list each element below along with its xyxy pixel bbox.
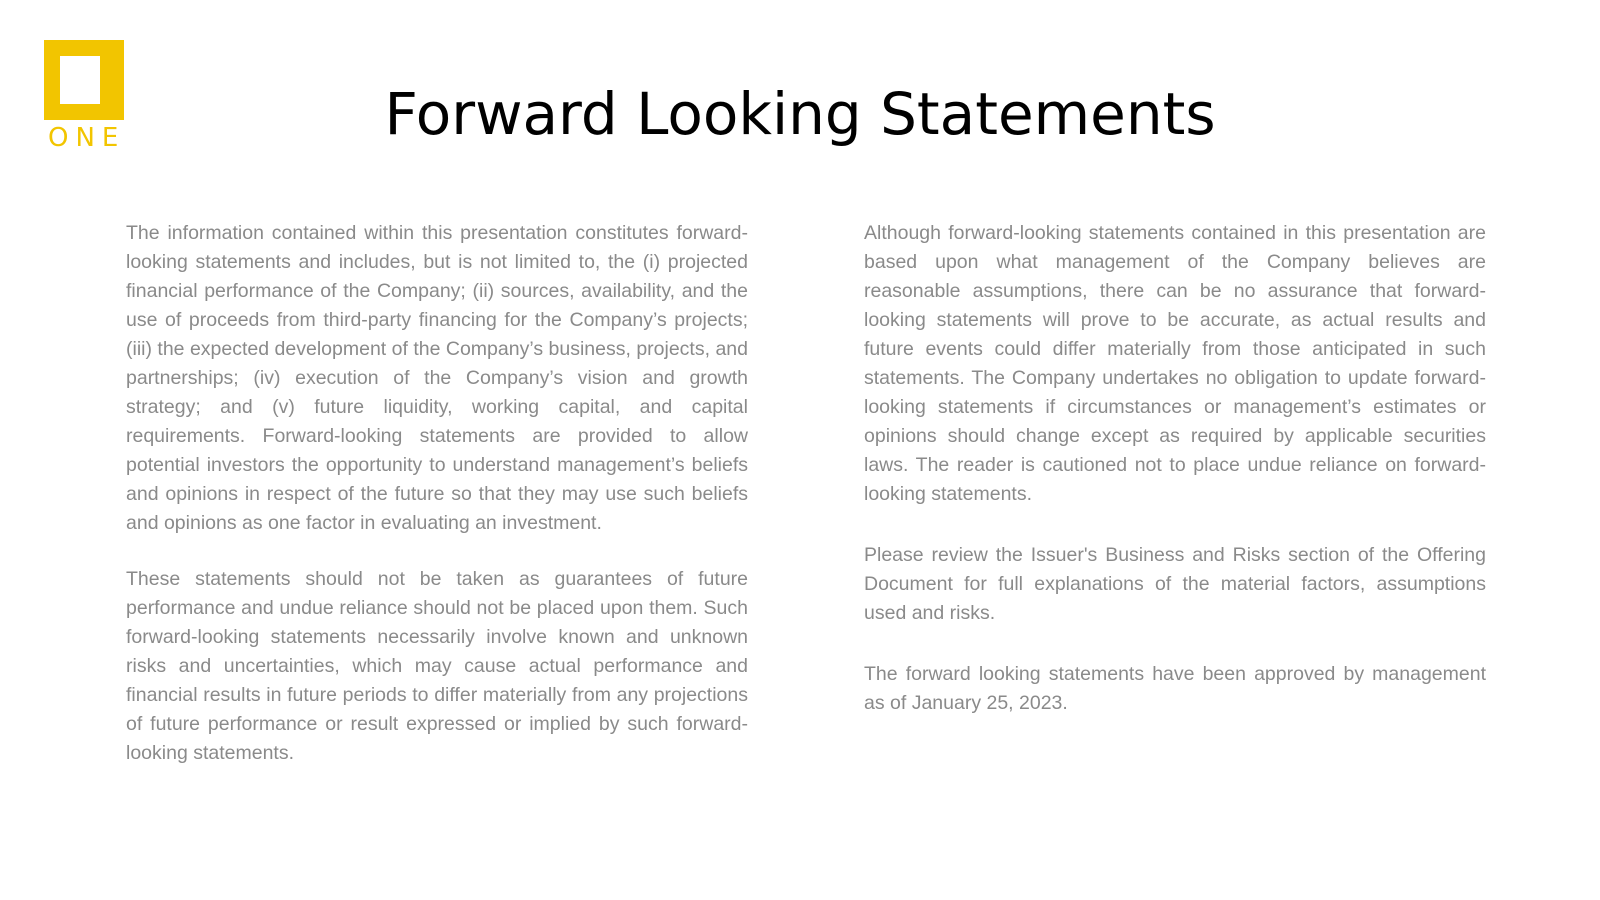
- left-paragraph-1: The information contained within this presentation constitutes forward-looking statements and includes, but is not limited to, the (i) projected financial performance of the Company; (ii) sources, availability, and the use of proceeds from third-party financing for the Company’s projects; (iii) the expected development of the Company’s business, projects, and partnerships; (iv) execution of the Company’s vision and growth strategy; and (v) future liquidity, working capital, and capital requirements. Forward-looking statements are provided to allow potential investors the opportunity to understand management’s beliefs and opinions in respect of the future so that they may use such beliefs and opinions as one factor in evaluating an investment.: [126, 222, 748, 534]
- right-column: [864, 219, 1486, 750]
- logo-text: ONE: [48, 123, 126, 153]
- page-title: Forward Looking Statements: [384, 80, 1216, 148]
- right-paragraph-2: Please review the Issuer's Business and Risks section of the Offering Document for full explanations of the material factors, assumptions used and risks.: [864, 544, 1486, 624]
- right-paragraph-1: Although forward-looking statements contained in this presentation are based upon what management of the Company believes are reasonable assumptions, there can be no assurance that forward- looking statements will prove to be accurate, as actual results and future events could differ materially from those anticipated in such statements. The Company undertakes no obligation to update forward-looking statements if circumstances or management’s estimates or opinions should change except as required by applicable securities laws. The reader is cautioned not to place undue reliance on forward-looking statements.: [864, 222, 1486, 505]
- left-column: [126, 219, 748, 795]
- left-paragraph-2: These statements should not be taken as guarantees of future performance and undue reliance should not be placed upon them. Such forward-looking statements necessarily involve known and unknown risks and uncertainties, which may cause actual performance and financial results in future periods to differ materially from any projections of future performance or result expressed or implied by such forward-looking statements.: [126, 568, 748, 764]
- right-paragraph-3: The forward looking statements have been approved by management as of January 25, 2023.: [864, 663, 1486, 714]
